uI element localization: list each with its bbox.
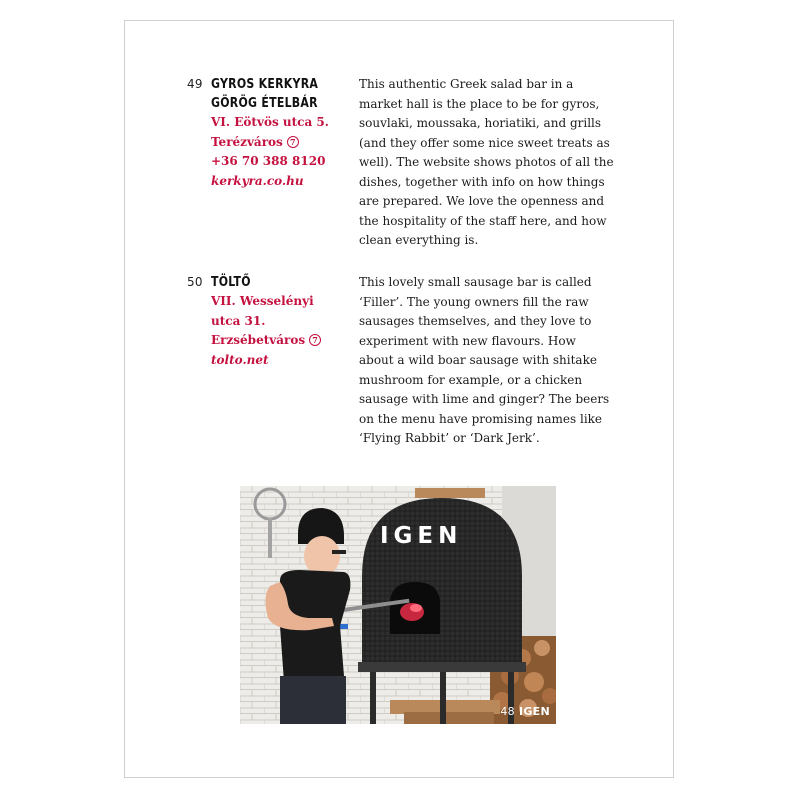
description-line: souvlaki, moussaka, horiatiki, and grills (359, 116, 602, 130)
description-line: sausage with lime and ginger? The beers (359, 392, 610, 406)
website-link[interactable]: tolto.net (211, 352, 269, 367)
description-line: This authentic Greek salad bar in a (359, 77, 574, 91)
description-line: dishes, together with info on how things (359, 174, 605, 189)
entry-number: 49 (187, 77, 203, 91)
description-line: are prepared. We love the openness and (359, 194, 605, 208)
address-street: VI. Eötvös utca 5. (211, 115, 329, 129)
description-line: mushroom for example, or a chicken (359, 372, 583, 387)
entry-description (359, 75, 619, 251)
entry-description (359, 273, 619, 449)
address-street: VII. Wesselényi (211, 294, 314, 308)
entry-name-line: GÖRÖG ÉTELBÁR (211, 95, 318, 111)
address-district: Erzsébetváros (211, 333, 306, 347)
description-line: the hospitality of the staff here, and how (359, 213, 607, 228)
photo-caption (500, 705, 550, 718)
entry-name-line: GYROS KERKYRA (211, 76, 319, 92)
description-line: experiment with new flavours. How (359, 333, 576, 348)
entry-number: 50 (187, 275, 203, 289)
description-line: This lovely small sausage bar is called (359, 275, 592, 289)
address-street: utca 31. (211, 313, 266, 328)
entry-address (211, 113, 351, 191)
description-line: ‘Flying Rabbit’ or ‘Dark Jerk’. (359, 431, 540, 445)
description-line: clean everything is. (359, 233, 479, 247)
caption-number: 48 (500, 705, 515, 718)
photo-illustration (240, 486, 556, 724)
oven-sign: IGEN (380, 523, 463, 549)
phone-number: +36 70 388 8120 (211, 154, 326, 168)
guide-page (124, 20, 674, 778)
caption-name: IGEN (518, 705, 550, 718)
address-district-line (211, 331, 351, 351)
district-marker-icon: 7 (287, 136, 299, 148)
restaurant-photo (240, 486, 556, 724)
district-marker-icon: 7 (309, 334, 321, 346)
entry-info (211, 75, 351, 191)
description-line: well). The website shows photos of all the (359, 155, 614, 169)
address-district: Terézváros (211, 134, 283, 149)
description-line: ‘Filler’. The young owners fill the raw (359, 294, 589, 309)
entry-info (211, 273, 351, 370)
website-link[interactable]: kerkyra.co.hu (211, 173, 304, 188)
entry-name-line: TÖLTŐ (211, 274, 251, 290)
entry-address (211, 292, 351, 370)
description-line: market hall is the place to be for gyros, (359, 96, 600, 111)
description-line: on the menu have promising names like (359, 411, 603, 426)
description-line: (and they offer some nice sweet treats as (359, 135, 610, 150)
description-line: about a wild boar sausage with shitake (359, 353, 597, 367)
description-line: sausages themselves, and they love to (359, 314, 592, 328)
address-district-line (211, 133, 351, 153)
